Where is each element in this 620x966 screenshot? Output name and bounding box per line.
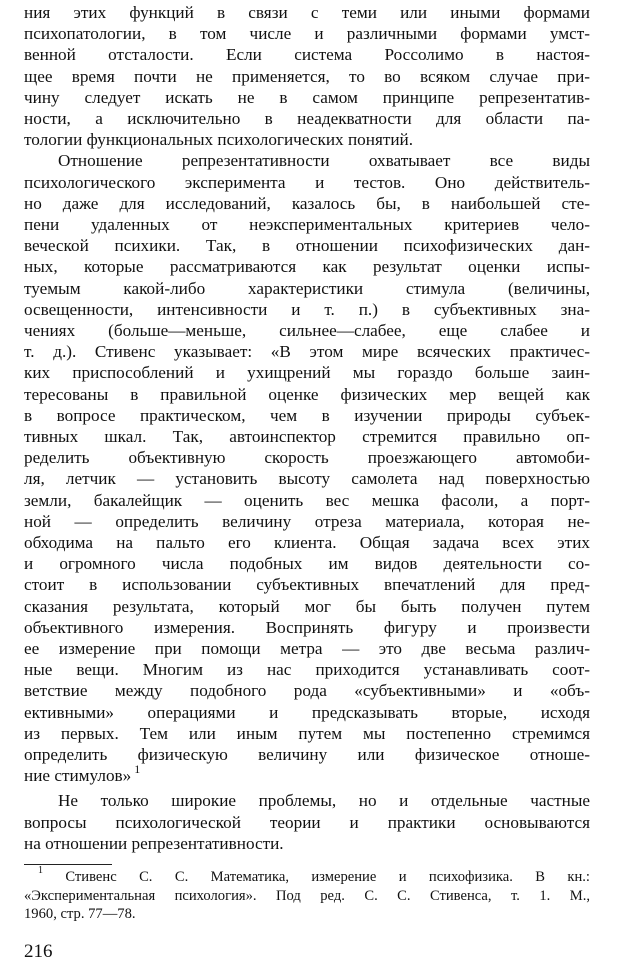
footnote-reference: 1 — [131, 762, 141, 777]
footnote-text: 1960, стр. 77—78. — [24, 906, 136, 923]
text-line: обходима на пальто его клиента. Общая задача всех этих — [24, 533, 590, 552]
footnote-marker: 1 — [38, 865, 43, 876]
text-line: ля, летчик — установить высоту самолета над поверхностью — [24, 469, 590, 489]
text-line: т. д.). Стивенс указывает: «В этом мире всяческих практичес- — [24, 342, 590, 362]
text-line: психологического эксперимента и тестов. Оно действитель- — [24, 172, 590, 192]
text-line: ределить объективную скорость проезжающего автомоби- — [24, 448, 590, 468]
footnote-line: Стивенс С. С. Математика, измерение и психофизика. В кн.: — [43, 869, 590, 885]
text-line: венной отсталости. Если система Россолимо в настоя- — [24, 45, 590, 65]
text-line: ветствие между подобного рода «субъективными» и «объ- — [24, 681, 590, 701]
text-line: стоит в использовании субъективных впечатлений для пред- — [24, 575, 590, 595]
page-number: 216 — [24, 940, 53, 962]
text-line: сказания результата, который мог бы быть получен путем — [24, 596, 590, 616]
text-line: пени удаленных от неэкспериментальных критериев чело- — [24, 215, 590, 234]
text-line: чину следует искать не в самом принципе репрезентатив- — [24, 87, 590, 107]
text-line: тивных шкал. Так, автоинспектор стремится правильно оп- — [24, 427, 590, 446]
paragraph-first-line: Не только широкие проблемы, но и отдельные частные — [58, 791, 590, 811]
text-line: чениях (больше—меньше, сильнее—слабее, еще слабее и — [24, 321, 590, 340]
footnote-text: «Экспериментальная психология». Под ред. С. С. Стивенса, т. 1. М., — [24, 887, 590, 904]
text-line: ния этих функций в связи с теми или иными формами — [24, 3, 590, 22]
text-line: ких приспособлений и ухищрений мы гораздо больше заин- — [24, 363, 590, 383]
text-line: на отношении репрезентативности. — [24, 833, 284, 853]
text-line: определить физическую величину или физическое отноше- — [24, 745, 590, 764]
text-line: тологии функциональных психологических понятий. — [24, 130, 414, 150]
text-line: ности, а исключительно в неадекватности для области па- — [24, 109, 590, 128]
text-line: земли, бакалейщик — оценить вес мешка фасоли, а порт- — [24, 490, 590, 510]
text-line: ной — определить величину отреза материала, которая не- — [24, 511, 590, 531]
text-line: освещенности, интенсивности и т. п.) в субъективных зна- — [24, 299, 590, 319]
text-line: щее время почти не применяется, то во всяком случае при- — [24, 66, 590, 86]
text-line: психопатологии, в том числе и различными формами умст- — [24, 24, 590, 44]
text-line: веческой психики. Так, в отношении психофизических дан- — [24, 236, 590, 256]
paragraph-first-line: Отношение репрезентативности охватывает все виды — [58, 151, 590, 171]
text-line: объективного измерения. Воспринять фигуру и произвести — [24, 617, 590, 637]
text-line: туемым какой-либо характеристики стимула (величины, — [24, 278, 590, 298]
text-line: и огромного числа подобных им видов деятельности со- — [24, 554, 590, 574]
footnote-text — [38, 865, 590, 887]
text-line: но даже для исследований, казалось бы, в наибольшей сте- — [24, 193, 590, 213]
text-line: ные вещи. Многим из нас приходится устанавливать соот- — [24, 660, 590, 680]
text-line: ных, которые рассматриваются как результат оценки испы- — [24, 257, 590, 277]
text-line: ние стимулов» $^1$ — [24, 762, 141, 786]
text-line: ективными» операциями и предсказывать вторые, исходя — [24, 702, 590, 722]
text-line: в вопросе практическом, чем в изучении природы субъек- — [24, 405, 590, 425]
text-line: тересованы в правильной оценке физических мер вещей как — [24, 384, 590, 404]
text-line: ее измерение при помощи метра — это две весьма различ- — [24, 639, 590, 658]
text-line: вопросы психологической теории и практики основываются — [24, 812, 590, 832]
text-line: из первых. Тем или иным путем мы постепенно стремимся — [24, 723, 590, 743]
